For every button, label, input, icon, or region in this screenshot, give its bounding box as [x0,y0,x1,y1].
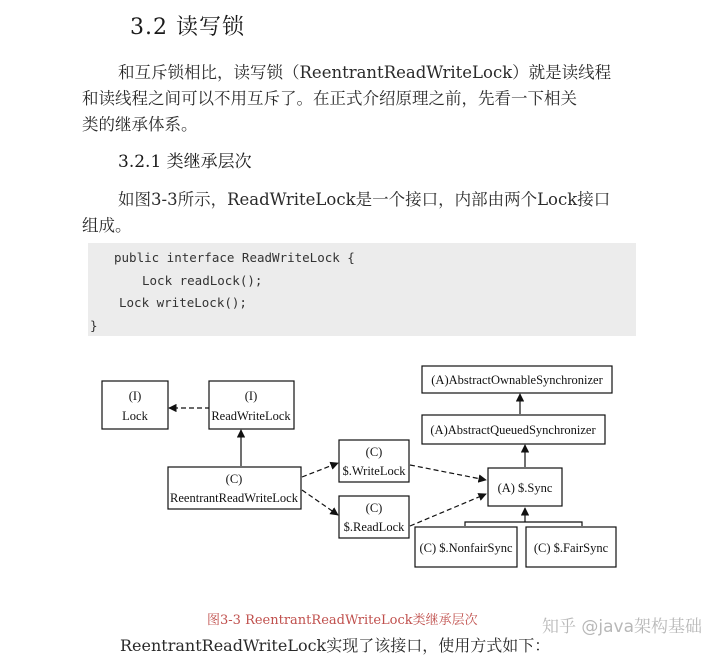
box-nonfairsync [415,527,517,567]
box-nonfairsync-name: (C) $.NonfairSync [419,541,513,555]
box-sync [488,468,562,506]
code-line-3: Lock writeLock(); [119,295,247,310]
code-line-4: } [90,318,98,333]
code-line-1: public interface ReadWriteLock { [114,250,355,265]
box-lock-kind: (I) [128,389,142,403]
subclass-bracket [465,522,582,526]
box-abstractqueuedsynchronizer [422,415,605,444]
code-block [88,243,636,336]
intro-paragraph [82,60,642,138]
box-readlock-name: $.ReadLock [343,520,405,534]
box-abstractownablesynchronizer [422,366,612,393]
box-rrwl-kind: (C) [225,472,243,486]
box-fairsync-name: (C) $.FairSync [533,541,609,555]
box-writelock [339,440,409,482]
section-title: 3.2 读写锁 [130,15,245,40]
box-lock [102,381,168,429]
writelock-to-sync-arrow [410,465,486,480]
box-readlock [339,496,409,538]
para2-line-1: 如图3-3所示，ReadWriteLock是一个接口，内部由两个Lock接口 [118,190,611,209]
box-sync-name: (A) $.Sync [497,481,553,495]
intro-line-3: 类的继承体系。 [82,115,198,134]
rrwl-to-readlock-arrow [302,490,338,515]
code-line-2: Lock readLock(); [142,273,263,288]
readlock-to-sync-arrow [410,494,486,526]
box-lock-name: Lock [122,409,148,423]
box-readwritelock-name: ReadWriteLock [211,409,291,423]
para2-line-2: 组成。 [82,216,132,235]
class-hierarchy-diagram [0,350,720,605]
subsection-title: 3.2.1 类继承层次 [118,152,252,172]
box-writelock-name: $.WriteLock [342,464,406,478]
box-readwritelock-kind: (I) [244,389,258,403]
intro-line-2: 和读线程之间可以不用互斥了。在正式介绍原理之前，先看一下相关 [82,89,577,108]
intro-line-1: 和互斥锁相比，读写锁（ReentrantReadWriteLock）就是读线程 [118,63,612,82]
watermark: 知乎 @java架构基础 [541,617,702,637]
box-readwritelock [209,381,294,429]
box-writelock-kind: (C) [365,445,383,459]
class-hierarchy-paragraph [82,187,642,239]
box-readlock-kind: (C) [365,501,383,515]
box-rrwl-name: ReentrantReadWriteLock [170,491,298,505]
box-aqs-name: (A)AbstractQueuedSynchronizer [430,423,596,437]
trailing-paragraph: ReentrantReadWriteLock实现了该接口，使用方式如下： [120,636,551,655]
rrwl-to-writelock-arrow [302,463,338,477]
figure-caption: 图3-3 ReentrantReadWriteLock类继承层次 [207,613,478,628]
box-fairsync [526,527,616,567]
box-aos-name: (A)AbstractOwnableSynchronizer [431,373,603,387]
box-reentrantreadwritelock [168,467,301,509]
